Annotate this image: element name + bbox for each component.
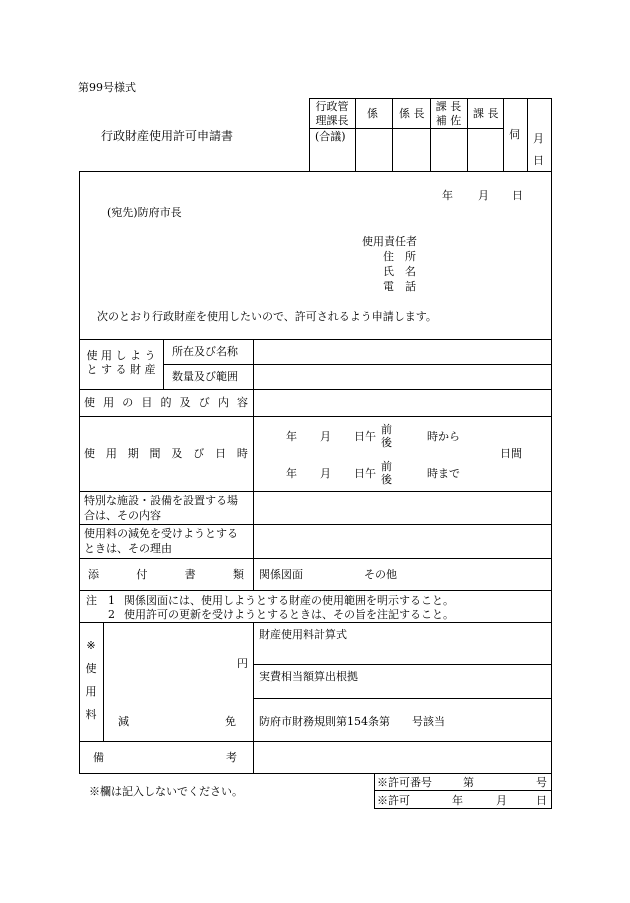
permit-month: 月 — [496, 794, 507, 807]
date-year-label: 年 — [442, 189, 453, 202]
attachment-related-drawing: 関係図面 — [259, 568, 303, 581]
fee-reduction-label: 減 免 — [118, 715, 236, 728]
form-number: 第99号様式 — [78, 81, 136, 94]
approval-kakari: 係 — [367, 107, 378, 120]
form-title: 行政財産使用許可申請書 — [101, 129, 234, 143]
period-days-label: 日間 — [500, 447, 522, 460]
fee-yen-label: 円 — [237, 657, 248, 670]
attachment-label: 添 付 書 類 — [88, 568, 244, 581]
reduction-label-line2: ときは、その理由 — [84, 542, 172, 555]
purpose-label: 使 用 の 目 的 及 び 内 容 — [84, 396, 248, 409]
permit-date-label: ※許可 — [377, 794, 410, 807]
facility-label-line2: 合は、その内容 — [84, 509, 161, 522]
permit-number-label: ※許可番号 — [377, 776, 432, 789]
date-month-label: 月 — [478, 189, 489, 202]
phone-label: 電 話 — [383, 280, 416, 293]
application-statement: 次のとおり行政財産を使用したいので、許可されるよう申請します。 — [97, 310, 437, 323]
fee-basis-label: 実費相当額算出根拠 — [259, 670, 358, 683]
approval-kacho-hosa: 課 長 補 佐 — [435, 100, 462, 127]
approval-day: 日 — [533, 154, 544, 167]
permit-year: 年 — [452, 794, 463, 807]
fee-label: ※ 使 用 料 — [85, 639, 97, 721]
fee-calc-label: 財産使用料計算式 — [259, 628, 347, 641]
remarks-label: 備 考 — [93, 751, 237, 764]
approval-gyosei-kanri-gogi: (合議) — [315, 130, 346, 143]
note2-text: 使用許可の更新を受けようとするときは、その旨を注記すること。 — [124, 608, 454, 621]
note-label: 注 — [86, 594, 97, 607]
quantity-range-label: 数量及び範囲 — [172, 370, 238, 383]
approval-ukagai: 伺 — [509, 128, 520, 141]
address-label: 住 所 — [383, 250, 416, 263]
approval-kacho: 課 長 — [473, 107, 499, 120]
note1-text: 関係図面には、使用しようとする財産の使用範囲を明示すること。 — [124, 594, 454, 607]
attachment-other: その他 — [364, 568, 397, 581]
fee-regulation-text: 防府市財務規則第154条第 号該当 — [259, 715, 445, 728]
addressee: (宛先)防府市長 — [107, 206, 182, 219]
permit-number-dai: 第 — [463, 776, 474, 789]
approval-gyosei-kanri: 行政管 理課長 — [315, 100, 349, 127]
facility-label-line1: 特別な施設・設備を設置する場 — [84, 494, 238, 507]
approval-kakaricho: 係 長 — [399, 107, 425, 120]
date-day-label: 日 — [512, 189, 523, 202]
property-label: 使 用 し よ う と す る 財 産 — [86, 349, 156, 376]
permit-number-go: 号 — [536, 776, 547, 789]
footer-note: ※欄は記入しないでください。 — [89, 785, 243, 798]
responsible-person-label: 使用責任者 — [362, 235, 417, 248]
reduction-label-line1: 使用料の減免を受けようとする — [84, 527, 238, 540]
permit-day: 日 — [536, 794, 547, 807]
note2-number: 2 — [108, 608, 115, 621]
approval-month: 月 — [533, 132, 544, 145]
note1-number: 1 — [108, 594, 115, 607]
name-label: 氏 名 — [383, 265, 416, 278]
location-name-label: 所在及び名称 — [172, 345, 238, 358]
period-label: 使 用 期 間 及 び 日 時 — [84, 447, 248, 460]
